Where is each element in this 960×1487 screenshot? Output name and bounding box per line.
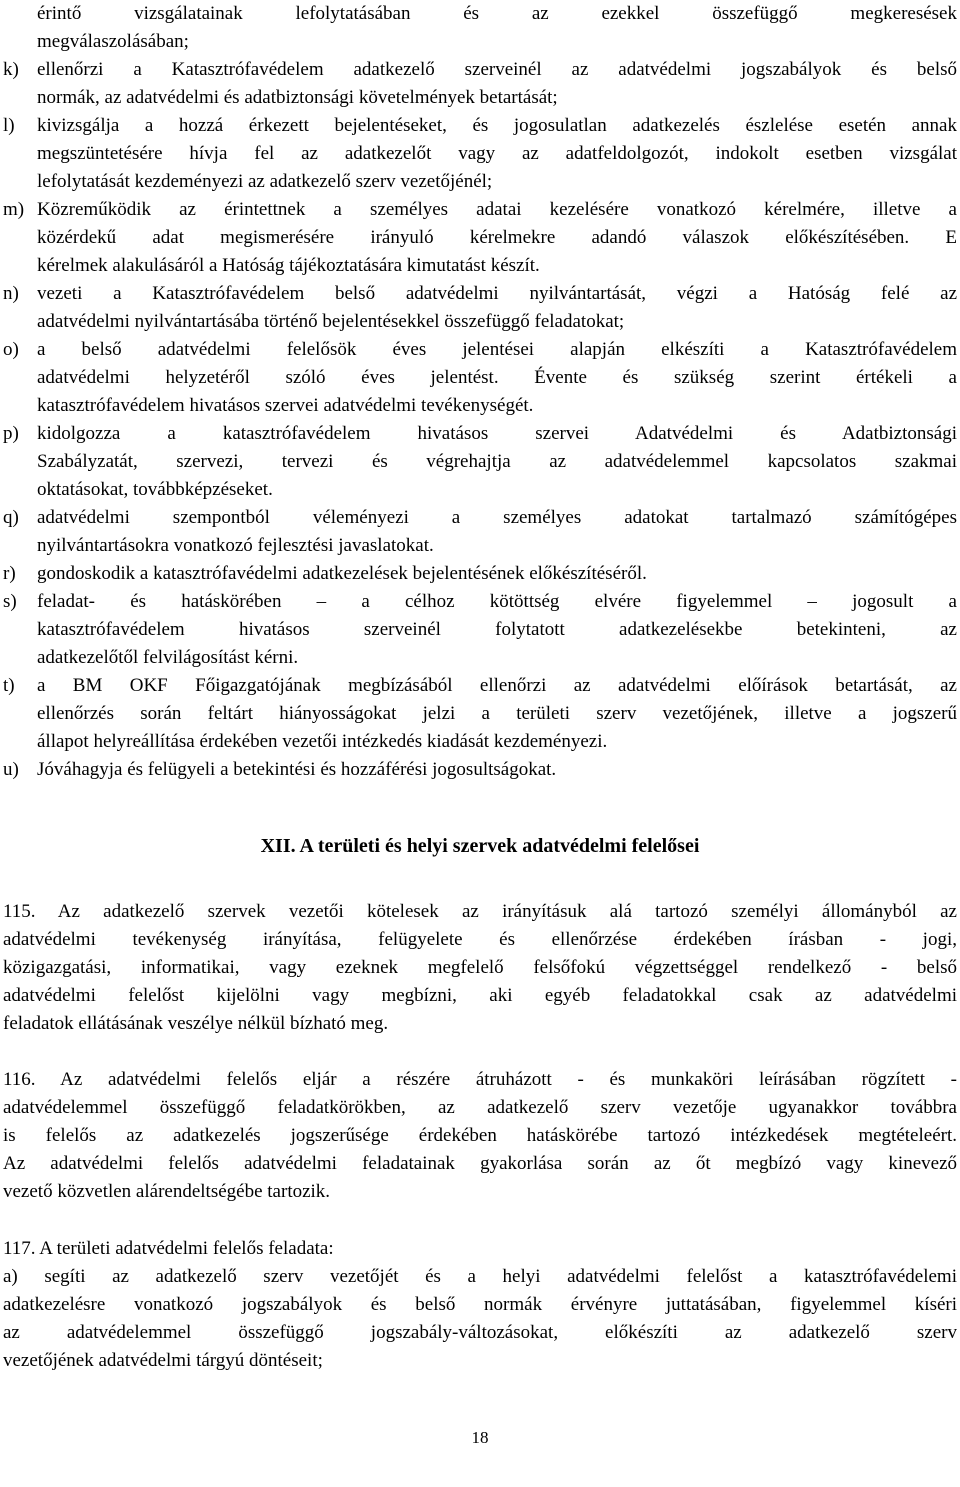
text-line: közérdekű adat megismerésére irányuló kérelmekre adandó válaszok előkészítésében. E bbox=[37, 227, 957, 248]
text-line: adatvédelmi szempontból véleményezi a személyes adatokat tartalmazó számítógépes bbox=[37, 507, 957, 528]
text-line: a belső adatvédelmi felelősök éves jelentései alapján elkészíti a Katasztrófavédelem bbox=[37, 339, 957, 360]
text-line: katasztrófavédelem hivatásos szervei adatvédelmi tevékenységét. bbox=[37, 395, 534, 416]
list-item-l bbox=[3, 112, 957, 196]
text-line: gondoskodik a katasztrófavédelmi adatkezelések bejelentésének előkészítéséről. bbox=[37, 563, 647, 584]
text-line: oktatásokat, továbbképzéseket. bbox=[37, 479, 273, 500]
text-line: lefolytatását kezdeményezi az adatkezelő szerv vezetőjénél; bbox=[37, 171, 493, 192]
list-item-r bbox=[3, 560, 957, 588]
text-line: ellenőrzés során feltárt hiányosságokat jelzi a területi szerv vezetőjének, illetve a jogszerű bbox=[37, 703, 957, 724]
list-marker: t) bbox=[3, 675, 15, 696]
text-line: adatvédelmi nyilvántartásába történő bejelentésekkel összefüggő feladatokat; bbox=[37, 311, 625, 332]
text-line: adatkezelőtől felvilágosítást kérni. bbox=[37, 647, 299, 668]
text-line: adatvédelmi helyzetéről szóló éves jelentést. Évente és szükség szerint értékeli a bbox=[37, 367, 957, 388]
text-line: érintő vizsgálatainak lefolytatásában és az ezekkel összefüggő megkeresések bbox=[37, 3, 957, 24]
list-item-n bbox=[3, 280, 957, 336]
text-line: vezető közvetlen alárendeltségébe tartozik. bbox=[3, 1181, 331, 1202]
list-marker: k) bbox=[3, 59, 19, 80]
text-line: a BM OKF Főigazgatójának megbízásából ellenőrzi az adatvédelmi előírások betartását, az bbox=[37, 675, 957, 696]
paragraph-116 bbox=[3, 1066, 957, 1206]
list-marker: q) bbox=[3, 507, 19, 528]
text-line: adatkezelésre vonatkozó jogszabályok és belső normák érvényre juttatásában, figyelemmel kíséri bbox=[3, 1294, 957, 1315]
list-marker: o) bbox=[3, 339, 19, 360]
text-line: kivizsgálja a hozzá érkezett bejelentéseket, és jogosulatlan adatkezelés észlelése esetén annak bbox=[37, 115, 957, 136]
text-line: is felelős az adatkezelés jogszerűsége érdekében hatáskörébe tartozó intézkedések megtételeért. bbox=[3, 1125, 957, 1146]
page-number: 18 bbox=[471, 1428, 489, 1447]
list-item-m bbox=[3, 196, 957, 280]
list-marker: r) bbox=[3, 563, 16, 584]
text-line: nyilvántartásokra vonatkozó fejlesztési javaslatokat. bbox=[37, 535, 434, 556]
text-line: az adatvédelemmel összefüggő jogszabály-változásokat, előkészíti az adatkezelő szerv bbox=[3, 1322, 957, 1343]
text-line: adatvédelemmel összefüggő feladatkörökben, az adatkezelő szerv vezetője ugyanakkor továbbra bbox=[3, 1097, 957, 1118]
text-line: normák, az adatvédelmi és adatbiztonsági követelmények betartását; bbox=[37, 87, 558, 108]
text-line: adatvédelmi tevékenység irányítása, felügyelete és ellenőrzése érdekében írásban - jogi, bbox=[3, 929, 957, 950]
text-line: feladatok ellátásának veszélye nélkül bízható meg. bbox=[3, 1013, 389, 1034]
list-item-t bbox=[3, 672, 957, 756]
section-heading: XII. A területi és helyi szervek adatvédelmi felelősei bbox=[260, 835, 700, 857]
list-item-o bbox=[3, 336, 957, 420]
text-line: Jóváhagyja és felügyeli a betekintési és hozzáférési jogosultságokat. bbox=[37, 759, 557, 780]
text-line: ellenőrzi a Katasztrófavédelem adatkezelő szerveinél az adatvédelmi jogszabályok és belső bbox=[37, 59, 957, 80]
paragraph-117-title: 117. A területi adatvédelmi felelős feladata: bbox=[3, 1238, 334, 1259]
text-line: adatvédelmi felelőst kijelölni vagy megbízni, aki egyéb feladatokkal csak az adatvédelmi bbox=[3, 985, 957, 1006]
text-line: vezetőjének adatvédelmi tárgyú döntéseit; bbox=[3, 1350, 323, 1371]
text-line: a) segíti az adatkezelő szerv vezetőjét és a helyi adatvédelmi felelőst a katasztrófavédelemi bbox=[3, 1266, 957, 1287]
list-marker: l) bbox=[3, 115, 15, 136]
list-marker: u) bbox=[3, 759, 19, 780]
text-line: katasztrófavédelem hivatásos szerveinél folytatott adatkezelésekbe betekinteni, az bbox=[37, 619, 957, 640]
list-item-u bbox=[3, 756, 957, 784]
text-line: Szabályzatát, szervezi, tervezi és végrehajtja az adatvédelemmel kapcsolatos szakmai bbox=[37, 451, 957, 472]
list-item-k bbox=[3, 56, 957, 112]
text-line: megválaszolásában; bbox=[37, 31, 189, 52]
text-line: kidolgozza a katasztrófavédelem hivatásos szervei Adatvédelmi és Adatbiztonsági bbox=[37, 423, 957, 444]
list-section bbox=[3, 0, 957, 784]
text-line: kérelmek alakulásáról a Hatóság tájékoztatására kimutatást készít. bbox=[37, 255, 540, 276]
list-item-s bbox=[3, 588, 957, 672]
text-line: közigazgatási, informatikai, vagy ezeknek megfelelő felsőfokú végzettséggel rendelkező - belső bbox=[3, 957, 957, 978]
text-line: megszüntetésére hívja fel az adatkezelőt vagy az adatfeldolgozót, indokolt esetben vizsgálat bbox=[37, 143, 957, 164]
text-line: 116. Az adatvédelmi felelős eljár a részére átruházott - és munkaköri leírásában rögzített - bbox=[3, 1069, 957, 1090]
list-marker: p) bbox=[3, 423, 19, 444]
text-line: 115. Az adatkezelő szervek vezetői kötelesek az irányításuk alá tartozó személyi állományból az bbox=[3, 901, 957, 922]
list-item-p bbox=[3, 420, 957, 504]
list-item-q bbox=[3, 504, 957, 560]
text-line: Közreműködik az érintettnek a személyes adatai kezelésére vonatkozó kérelmére, illetve a bbox=[37, 199, 957, 220]
text-line: Az adatvédelmi felelős adatvédelmi feladatainak gyakorlása során az őt megbízó vagy kinevező bbox=[3, 1153, 957, 1174]
list-marker: m) bbox=[3, 199, 25, 220]
text-line: vezeti a Katasztrófavédelem belső adatvédelmi nyilvántartását, végzi a Hatóság felé az bbox=[37, 283, 957, 304]
list-item-continuation bbox=[3, 0, 957, 56]
text-line: állapot helyreállítása érdekében vezetői intézkedés kiadását kezdeményezi. bbox=[37, 731, 608, 752]
list-marker: s) bbox=[3, 591, 17, 612]
list-marker: n) bbox=[3, 283, 19, 304]
paragraph-115 bbox=[3, 898, 957, 1038]
text-line: feladat- és hatáskörében – a célhoz kötöttség elvére figyelemmel – jogosult a bbox=[37, 591, 957, 612]
paragraph-117 bbox=[3, 1235, 957, 1375]
